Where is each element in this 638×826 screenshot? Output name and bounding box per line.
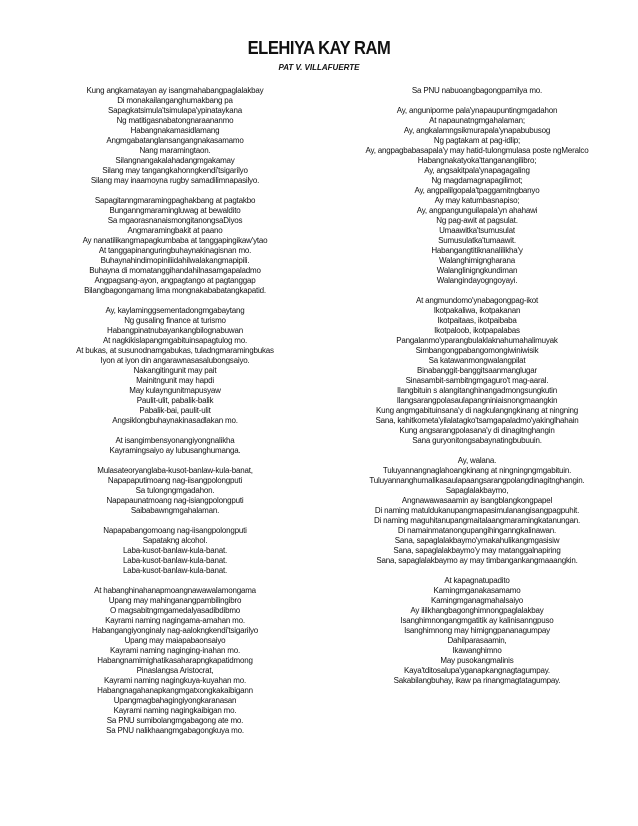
poem-line: Laba-kusot-banlaw-kula-banat.: [122, 556, 228, 565]
poem-line: May kulayngunitmapusyaw: [129, 386, 221, 395]
poem-line: Sa mgaorasnanaismongitanongsaDiyos: [107, 216, 243, 225]
poem-line: Habangnagahanapkangmgatxongkakaibigann: [97, 686, 253, 695]
stanza: [66, 86, 284, 186]
poem-line: Upang may mahinganangpambilingibro: [108, 596, 242, 605]
poem-line: Ng pagtakam at pag-idlip;: [433, 136, 521, 145]
poem-line: Simbangongpabangomongiwiniwisik: [415, 346, 539, 355]
poem-line: Buhayna di momatanggihandahilnasamgapaladmo: [89, 266, 261, 275]
poem-line: Angnawawasaamin ay isangblangkongpapel: [401, 496, 553, 505]
poem-line: Ay, angpangunguilapala'yn ahahawi: [416, 206, 538, 215]
poem-line: Kayrami naming nagingkaibigan mo.: [113, 706, 237, 715]
poem-line: Walanghimigngharana: [439, 256, 515, 265]
poem-line: At tanggapinanguringbuhaynakinagisnan mo.: [98, 246, 252, 255]
poem-line: Kayramingsaiyo ay lubusanghumanga.: [109, 446, 241, 455]
stanza: [66, 306, 284, 426]
poem-line: Nang maramingtaon.: [139, 146, 211, 155]
poem-line: At bukas, at susunodnamgabukas, tuladngmaramingbukas: [76, 346, 274, 355]
poem-line: Kayrami naming nagingkuya-kuyahan mo.: [103, 676, 246, 685]
poem-line: Sapaglalakbaymo,: [445, 486, 509, 495]
poem-line: Ikotpaloob, ikotpapalabas: [434, 326, 520, 335]
poem-line: Sa katawanmongwalangpilat: [428, 356, 526, 365]
right-column: [346, 86, 608, 696]
poem-line: Ay, angkalamngsikmurapala'ynapabubusog: [403, 126, 551, 135]
stanza: [346, 576, 608, 686]
poem-line: Pabalik-bai, paulit-ulit: [139, 406, 211, 415]
poem-line: Ay may katumbasnapiso;: [434, 196, 520, 205]
poem-line: Bilangbagongamang lima mongnakababatangkapatid.: [84, 286, 266, 295]
poem-line: Saibabawngmgahalaman.: [130, 506, 220, 515]
stanza: [346, 296, 608, 446]
poem-line: Ay, angpagbabasapala'y may hatid-tulongmulasa poste ngMeralco: [365, 146, 589, 155]
poem-line: Ay nanatilikangmapagkumbaba at tanggapingikaw'ytao: [82, 236, 268, 245]
poem-line: Di monakailanganghumakbang pa: [117, 96, 233, 105]
poem-line: Habangangiyonginaly nag-aalokngkendi'tsigarilyo: [91, 626, 259, 635]
poem-line: Silangnangakalahadangmgakamay: [115, 156, 235, 165]
poem-line: Habangangtitiknanalilikha'y: [431, 246, 523, 255]
poem-line: Kayrami naming naginging-inahan mo.: [110, 646, 240, 655]
poem-line: Kung angsarangpolasana'y di dinagitnghangin: [399, 426, 555, 435]
stanza: [66, 466, 284, 516]
stanza: [66, 436, 284, 456]
poem-line: Ay, walana.: [457, 456, 497, 465]
poem-line: Tuluyannanghumalikasaulapaangsarangpolangdinagitnghangin.: [369, 476, 585, 485]
poem-line: Kayrami naming nagingama-amahan mo.: [105, 616, 245, 625]
stanza: [346, 106, 608, 286]
stanza: [66, 196, 284, 296]
poem-line: At napaunatngmgahalaman;: [429, 116, 525, 125]
poem-line: Napapaputimoang nag-iisangpolongputi: [107, 476, 243, 485]
poem-line: Sapagitanngmaramingpaghakbang at pagtakbo: [94, 196, 256, 205]
poem-line: Walangindayogngoyayi.: [436, 276, 518, 285]
poem-line: Habangnakamasidlamang: [130, 126, 220, 135]
poem-line: Paulit-ulit, pabalik-balik: [136, 396, 214, 405]
poem-line: Upangmagbahagingiyongkaranasan: [113, 696, 237, 705]
poem-line: Kamingmganagmahalsaiyo: [430, 596, 524, 605]
poem-line: Napapaunatmoang nag-isiangpolongputi: [106, 496, 244, 505]
poem-line: Ilangbituin s alangitanghinangadmongsungkutin: [396, 386, 558, 395]
poem-line: At isangimbensyonangiyongnalikha: [115, 436, 235, 445]
poem-line: Tuluyannangnaglahoangkinang at ningningngmgabituin.: [382, 466, 572, 475]
poem-line: Kaya'tditosalupa'yganapkangnagtagumpay.: [404, 666, 550, 675]
poem-line: Pinaslangsa Aristocrat,: [136, 666, 214, 675]
poem-line: Binabanggit-banggitsaanmanglugar: [417, 366, 537, 375]
poem-line: Habangnamimighatikasaharapngkapatidmong: [97, 656, 253, 665]
poem-line: Sana, sapaglalakbaymo'y may matanggalnapiring: [393, 546, 561, 555]
poem-line: At nagkikislapangmgabituinsapagtulog mo.: [102, 336, 248, 345]
poem-line: Kung angmgabituinsana'y di nagkulangngkinang at ningning: [375, 406, 579, 415]
poem-line: Ikawanghimno: [452, 646, 502, 655]
poem-line: Kung angkamatayan ay isangmahabangpaglalakbay: [86, 86, 264, 95]
poem-line: Ng magdamagnapagilimot;: [431, 176, 523, 185]
poem-author: PAT V. VILLAFUERTE: [278, 63, 360, 72]
poem-line: Upang may maiapabaonsaiyo: [124, 636, 226, 645]
poem-line: Di naming matuldukanupangmapasimulanangisangpagpuhit.: [374, 506, 580, 515]
stanza: [346, 86, 608, 96]
poem-line: Sapagkatsimula'tsimulapa'ypinataykana: [108, 106, 242, 115]
poem-line: Silang may inaamoyna rugby samadilimnapasilyo.: [90, 176, 260, 185]
poem-line: At kapagnatupadito: [444, 576, 510, 585]
poem-line: Isanghimnongangmgatitik ay kalinisanngpuso: [400, 616, 554, 625]
poem-line: Napapabangomoang nag-iisangpolongputi: [103, 526, 247, 535]
poem-line: Ay, kaylaminggsementadongmgabaytang: [105, 306, 245, 315]
stanza: [346, 456, 608, 566]
poem-line: Sapatakng alcohol.: [142, 536, 208, 545]
poem-line: Kamingmganakasamamo: [433, 586, 521, 595]
poem-line: Ay ililkhangbagonghimnongpaglalakbay: [410, 606, 544, 615]
poem-line: Di namainmatanongupangihinganngkalinawan.: [397, 526, 557, 535]
poem-line: Di naming maguhitanupangmaitalaangmaramingkatanungan.: [374, 516, 580, 525]
poem-line: Pangalanmo'yparangbulaklaknahumahalimuyak: [396, 336, 558, 345]
poem-line: Walanglinigngkundiman: [436, 266, 518, 275]
poem-line: Iyon at iyon din angarawnasasalubongsaiyo.: [100, 356, 250, 365]
poem-line: Ay, angsakitpala'ynapagagaling: [424, 166, 530, 175]
poem-line: Angsiklongbuhaynakinasadlakan mo.: [112, 416, 238, 425]
poem-line: Ay, anguniporme pala'ynapaupuntingmgadahon: [396, 106, 558, 115]
poem-line: Habangnakatyoka'ttanganangilibro;: [417, 156, 537, 165]
poem-line: Laba-kusot-banlaw-kula-banat.: [122, 546, 228, 555]
poem-line: Sana, sapaglalakbaymo'ymakahulikangmgasisiw: [394, 536, 560, 545]
poem-line: Sakabilangbuhay, ikaw pa rinangmagtatagumpay.: [393, 676, 561, 685]
poem-line: Sinasambit-sambitngmgaguro't mag-aaral.: [405, 376, 549, 385]
poem-line: Laba-kusot-banlaw-kula-banat.: [122, 566, 228, 575]
poem-line: Mainitngunit may hapdi: [136, 376, 214, 385]
poem-line: May pusokangmalinis: [440, 656, 514, 665]
poem-line: Angpagsang-ayon, angpagtango at pagtanggap: [94, 276, 256, 285]
poem-line: Buhaynahindimopiniliidahilwalakangmapipili.: [100, 256, 250, 265]
poem-line: Sa PNU sumibolangmgabagong ate mo.: [106, 716, 244, 725]
poem-line: Mulasateoryanglaba-kusot-banlaw-kula-banat,: [97, 466, 253, 475]
poem-title: ELEHIYA KAY RAM: [247, 38, 391, 58]
poem-line: Sa PNU nabuoangbagongpamilya mo.: [411, 86, 543, 95]
poem-line: Ng pag-awit at pagsulat.: [436, 216, 518, 225]
poem-line: Ng matitigasnabatongnaraananmo: [116, 116, 234, 125]
poem-line: Sana guryonitongsabaynatingbubuuin.: [412, 436, 542, 445]
poem-line: Nakangitingunit may pait: [133, 366, 217, 375]
poem-line: Ilangsarangpolasaulapangniniaisnongmaangkin: [396, 396, 558, 405]
poem-line: Sana, kahitkometa'yilalatagko'tsamgapaladmo'yakinglhahain: [375, 416, 579, 425]
poem-line: At angmundomo'ynabagongpag-ikot: [415, 296, 539, 305]
poem-line: Sa tulongngmgadahon.: [135, 486, 215, 495]
poem-line: Dahilparasaamin,: [447, 636, 507, 645]
poem-line: Sa PNU nalikhaangmgabagongkuya mo.: [106, 726, 244, 735]
poem-line: Ikotpakaliwa, ikotpakanan: [433, 306, 521, 315]
poem-line: Umaawitka'tsumusulat: [439, 226, 515, 235]
poem-line: Sana, sapaglalakbaymo ay may timbangankangmaaangkin.: [376, 556, 578, 565]
poem-line: O magsabitngmgamedalyasadibdibmo: [109, 606, 241, 615]
poem-line: Angmgabatanglansangangnakasamamo: [106, 136, 244, 145]
poem-line: Habangpinatnubayankangbilognabuwan: [107, 326, 243, 335]
poem-line: Silang may tangangkahonngkendi'tsigarilyo: [102, 166, 248, 175]
poem-line: At habanghinahanapmoangnawawalamongama: [94, 586, 256, 595]
poem-line: Ng gusaling finance at turismo: [124, 316, 226, 325]
poem-line: Sumusulatka'tumaawit.: [438, 236, 516, 245]
poem-line: Isanghimnong may himigngpananagumpay: [404, 626, 550, 635]
stanza: [66, 586, 284, 736]
stanza: [66, 526, 284, 576]
poem-line: Bunganngmaramingluwag at bewaldito: [109, 206, 241, 215]
poem-line: Angmaramingbakit at paano: [127, 226, 223, 235]
left-column: [66, 86, 284, 746]
poem-line: Ikotpaitaas, ikotpaibaba: [437, 316, 517, 325]
poem-line: Ay, angpalilgopala'tpaggamitngbanyo: [414, 186, 540, 195]
